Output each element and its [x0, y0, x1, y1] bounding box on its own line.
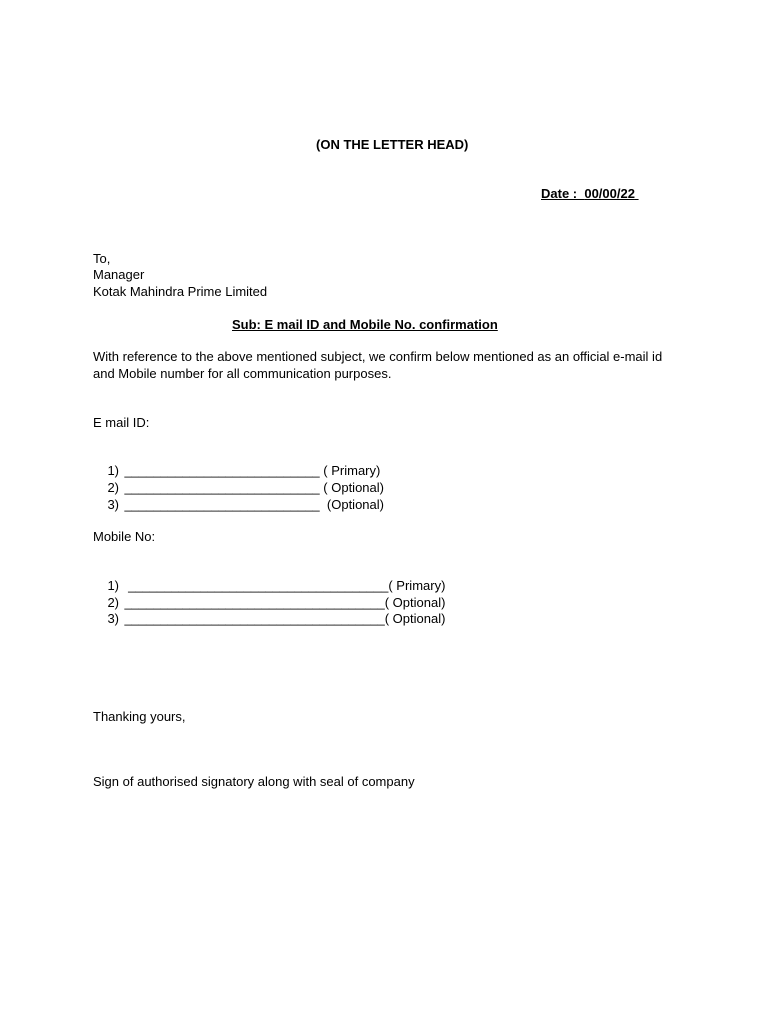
address-to: To, — [93, 251, 111, 266]
date-value: 00/00/22 — [584, 186, 635, 201]
email-heading: E mail ID: — [93, 415, 150, 430]
mobile-blank-field: ____________________________________ — [124, 578, 389, 593]
entry-type-label: ( Primary) — [388, 578, 446, 593]
address-company: Kotak Mahindra Prime Limited — [93, 284, 268, 299]
mobile-blank-field: ____________________________________ — [124, 595, 385, 610]
date-line — [541, 186, 639, 202]
address-recipient: Manager — [93, 267, 145, 282]
entry-type-label: (Optional) — [319, 497, 384, 512]
entry-type-label: ( Primary) — [319, 463, 381, 478]
mobile-entry-optional-2 — [93, 595, 445, 643]
entry-number: 3) — [107, 497, 120, 512]
date-label: Date : — [541, 186, 585, 201]
entry-type-label: ( Optional) — [384, 595, 446, 610]
entry-number: 2) — [107, 480, 120, 495]
letterhead-note: (ON THE LETTER HEAD) — [316, 137, 469, 152]
email-blank-field: ___________________________ — [124, 480, 320, 495]
signature-line: Sign of authorised signatory along with seal of company — [93, 774, 415, 789]
body-line-2: and Mobile number for all communication purposes. — [93, 366, 392, 381]
email-blank-field: ___________________________ — [124, 497, 320, 512]
date-trail — [635, 186, 639, 201]
email-entry-optional-2 — [93, 481, 384, 529]
email-blank-field: ___________________________ — [124, 463, 320, 478]
subject-line: Sub: E mail ID and Mobile No. confirmation — [232, 317, 498, 332]
entry-number: 3) — [107, 611, 120, 626]
entry-number: 2) — [107, 595, 120, 610]
closing-line: Thanking yours, — [93, 709, 186, 724]
body-line-1: With reference to the above mentioned subject, we confirm below mentioned as an official e-mail id — [93, 349, 663, 364]
entry-type-label: ( Optional) — [384, 611, 446, 626]
entry-number: 1) — [107, 463, 120, 478]
entry-type-label: ( Optional) — [319, 480, 384, 495]
mobile-heading: Mobile No: — [93, 529, 156, 544]
mobile-blank-field: ____________________________________ — [124, 611, 385, 626]
entry-number: 1) — [107, 578, 120, 593]
